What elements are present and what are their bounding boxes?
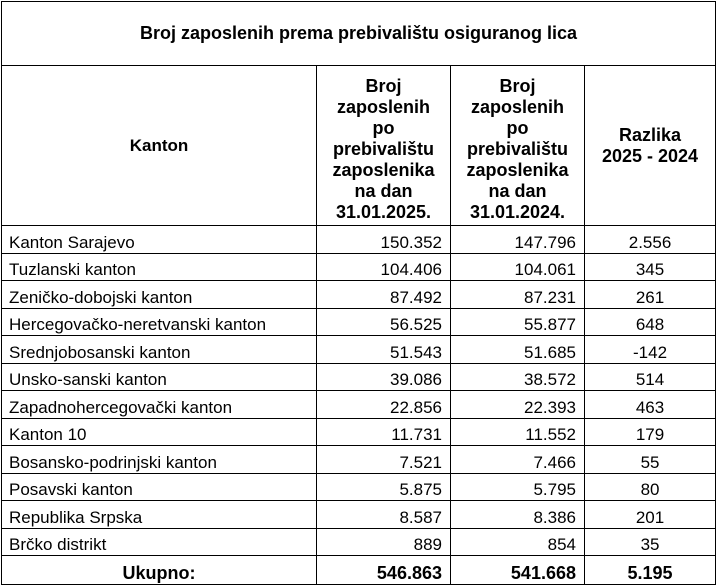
table-row [2, 336, 716, 364]
header-razlika-line: Razlika [619, 124, 682, 145]
header-2025-line: zaposlenih [336, 97, 430, 117]
value-2024-cell: 854 [451, 528, 585, 556]
diff-cell: 345 [585, 253, 716, 281]
value-2024-cell: 55.877 [451, 308, 585, 336]
value-2024-cell: 5.795 [451, 473, 585, 501]
diff-cell: 2.556 [585, 226, 716, 254]
diff-cell: -142 [585, 336, 716, 364]
kanton-cell: Unsko-sanski kanton [2, 363, 317, 391]
total-2024: 541.668 [451, 556, 585, 585]
diff-cell: 179 [585, 418, 716, 446]
kanton-cell: Srednjobosanski kanton [2, 336, 317, 364]
header-razlika [585, 66, 716, 226]
value-2025-cell: 56.525 [317, 308, 451, 336]
title-row [2, 2, 716, 66]
header-2025 [317, 66, 451, 226]
kanton-cell: Brčko distrikt [2, 528, 317, 556]
header-2024-line: Broj [499, 76, 536, 96]
header-kanton: Kanton [2, 66, 317, 226]
table-row [2, 501, 716, 529]
kanton-cell: Hercegovačko-neretvanski kanton [2, 308, 317, 336]
diff-cell: 55 [585, 446, 716, 474]
value-2024-cell: 51.685 [451, 336, 585, 364]
header-2024-line: zaposlenika [466, 160, 569, 180]
header-2024 [451, 66, 585, 226]
diff-cell: 463 [585, 391, 716, 419]
diff-cell: 35 [585, 528, 716, 556]
value-2025-cell: 889 [317, 528, 451, 556]
header-2025-line: 31.01.2025. [335, 202, 432, 222]
kanton-cell: Bosansko-podrinjski kanton [2, 446, 317, 474]
diff-cell: 80 [585, 473, 716, 501]
total-row [2, 556, 716, 585]
diff-cell: 514 [585, 363, 716, 391]
table-title: Broj zaposlenih prema prebivalištu osiguranog lica [2, 2, 716, 66]
value-2025-cell: 39.086 [317, 363, 451, 391]
table-row [2, 391, 716, 419]
table-row [2, 253, 716, 281]
kanton-cell: Republika Srpska [2, 501, 317, 529]
kanton-cell: Kanton 10 [2, 418, 317, 446]
header-row [2, 66, 716, 226]
kanton-cell: Zapadnohercegovački kanton [2, 391, 317, 419]
kanton-cell: Zeničko-dobojski kanton [2, 281, 317, 309]
table-row [2, 418, 716, 446]
table-row [2, 528, 716, 556]
header-razlika-line: 2025 - 2024 [601, 145, 699, 166]
table-row [2, 473, 716, 501]
table-row [2, 281, 716, 309]
kanton-cell: Tuzlanski kanton [2, 253, 317, 281]
header-2025-line: po [372, 118, 395, 138]
value-2025-cell: 5.875 [317, 473, 451, 501]
value-2025-cell: 11.731 [317, 418, 451, 446]
value-2024-cell: 104.061 [451, 253, 585, 281]
value-2025-cell: 22.856 [317, 391, 451, 419]
value-2025-cell: 150.352 [317, 226, 451, 254]
value-2024-cell: 147.796 [451, 226, 585, 254]
header-2025-line: zaposlenika [332, 160, 435, 180]
total-2025: 546.863 [317, 556, 451, 585]
header-2024-line: prebivalištu [466, 139, 569, 159]
diff-cell: 261 [585, 281, 716, 309]
value-2024-cell: 11.552 [451, 418, 585, 446]
value-2025-cell: 8.587 [317, 501, 451, 529]
header-2025-line: na dan [354, 181, 413, 201]
value-2024-cell: 38.572 [451, 363, 585, 391]
diff-cell: 201 [585, 501, 716, 529]
value-2024-cell: 8.386 [451, 501, 585, 529]
value-2025-cell: 51.543 [317, 336, 451, 364]
value-2025-cell: 104.406 [317, 253, 451, 281]
value-2024-cell: 7.466 [451, 446, 585, 474]
diff-cell: 648 [585, 308, 716, 336]
value-2024-cell: 87.231 [451, 281, 585, 309]
value-2025-cell: 7.521 [317, 446, 451, 474]
header-2024-line: na dan [488, 181, 547, 201]
header-2024-line: po [506, 118, 529, 138]
table-row [2, 226, 716, 254]
header-2025-line: Broj [365, 76, 402, 96]
header-2024-line: zaposlenih [470, 97, 564, 117]
table-row [2, 446, 716, 474]
value-2024-cell: 22.393 [451, 391, 585, 419]
value-2025-cell: 87.492 [317, 281, 451, 309]
total-label: Ukupno: [2, 556, 317, 585]
total-diff: 5.195 [585, 556, 716, 585]
header-2025-line: prebivalištu [332, 139, 435, 159]
kanton-cell: Posavski kanton [2, 473, 317, 501]
employment-table [1, 1, 716, 585]
table-row [2, 363, 716, 391]
kanton-cell: Kanton Sarajevo [2, 226, 317, 254]
table-row [2, 308, 716, 336]
header-2024-line: 31.01.2024. [469, 202, 566, 222]
